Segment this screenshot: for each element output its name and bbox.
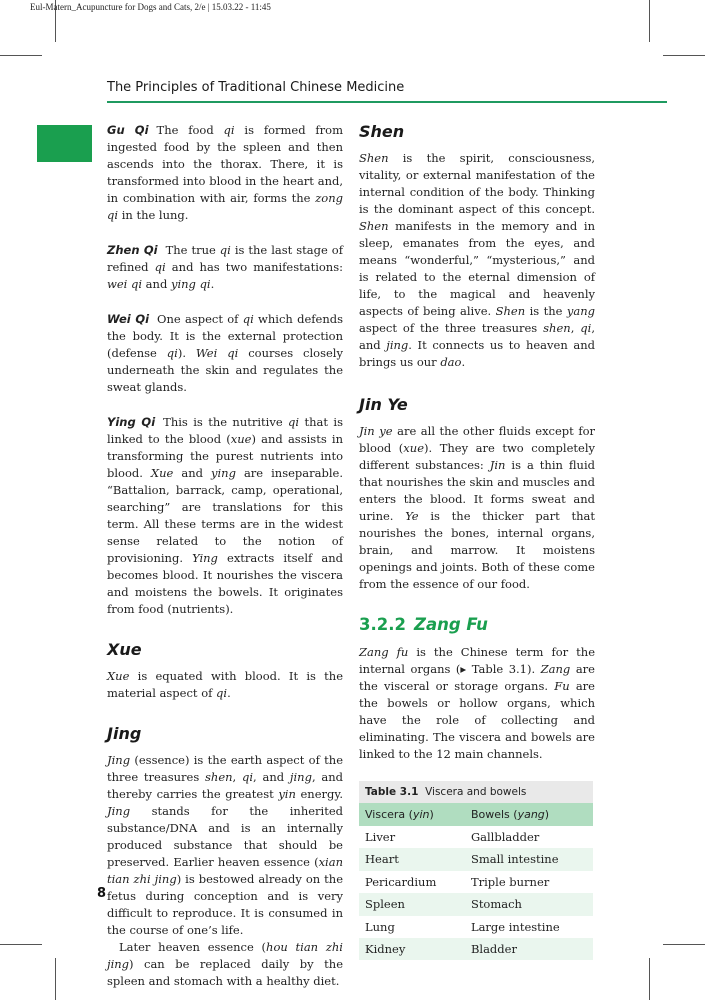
heading-jin-ye: Jin Ye [359,395,408,414]
left-column [107,122,343,990]
jing-paragraph-2: Later heaven essence (hou tian zhi jing) can be replaced daily by the spleen and stomach with a healthy diet. [107,940,343,988]
term-gu-qi: Gu Qi [107,123,149,137]
chapter-tab-marker [37,125,92,162]
crop-mark [55,958,56,1000]
gu-qi-paragraph: Gu Qi The food qi is formed from ingested food by the spleen and then ascends into the thorax. There, it is transformed into blood in the heart and, in combination with air, forms the zong qi in the lung. [107,123,343,222]
shen-paragraph: Shen is the spirit, consciousness, vitality, or external manifestation of the internal condition of the body. Thinking is the dominant aspect of this concept. Shen manifests in the memory and in sleep, emanates from the eyes, and means “wonderful,” “mysterious,” and is related to the eternal dimension of life, to the magical and heavenly aspects of being alive. Shen is the yang aspect of the three treasures shen, qi, and jing. It connects us to heaven and brings us our dao. [359,151,595,369]
jing-paragraph-1: Jing (essence) is the earth aspect of the three treasures shen, qi, and jing, and thereby carries the greatest yin energy. Jing stands for the inherited substance/DNA and is an internally produced substance that should be preserved. Earlier heaven essence (xian tian zhi jing) is bestowed already on the fetus during conception and is very difficult to reproduce. It is consumed in the course of one’s life. [107,753,344,937]
crop-mark [649,0,650,42]
table-caption: Table 3.1 Viscera and bowels [359,781,593,803]
right-column [359,122,595,960]
table-row: Liver Gallbladder [359,826,593,848]
table-row: Spleen Stomach [359,893,593,915]
crop-mark [663,944,705,945]
term-zhen-qi: Zhen Qi [107,243,158,257]
table-row: Kidney Bladder [359,938,593,960]
zang-fu-paragraph: Zang fu is the Chinese term for the internal organs (▸ Table 3.1). Zang are the visceral or storage organs. Fu are the bowels or hollow organs, which have the role of collecting and eliminating. The viscera and bowels are linked to the 12 main channels. [359,645,595,761]
section-heading-zang-fu [359,615,595,635]
crop-mark [0,55,42,56]
jin-ye-paragraph: Jin ye are all the other fluids except for blood (xue). They are two completely different substances: Jin is a thin fluid that nourishes the skin and muscles and enters the blood. It forms sweat and urine. Ye is the thicker part that nourishes the bones, internal organs, brain, and marrow. It moistens openings and joints. Both of these come from the essence of our food. [359,424,596,591]
xue-paragraph: Xue is equated with blood. It is the material aspect of qi. [107,669,343,700]
print-job-info: Eul-Matern_Acupuncture for Dogs and Cats, 2/e | 15.03.22 - 11:45 [30,2,271,12]
table-row: Heart Small intestine [359,848,593,870]
heading-xue: Xue [107,640,142,659]
table-row: Pericardium Triple burner [359,871,593,893]
crop-mark [649,958,650,1000]
crop-mark [663,55,705,56]
table-reference-link[interactable]: ▸ Table 3.1 [460,662,527,676]
column-header-bowels: Bowels (yang) [465,803,593,826]
zhen-qi-paragraph: Zhen Qi The true qi is the last stage of refined qi and has two manifestations: wei qi and ying qi. [107,243,343,291]
heading-shen: Shen [359,122,405,141]
page-number: 8 [97,886,107,901]
ying-qi-paragraph: Ying Qi This is the nutritive qi that is linked to the blood (xue) and assists in transforming the purest nutrients into blood. Xue and ying are inseparable. “Battalion, barrack, camp, operational, searching” are translations for this term. All these terms are in the widest sense related to the notion of provisioning. Ying extracts itself and becomes blood. It nourishes the viscera and moistens the bowels. It originates from food (nutrients). [107,415,344,616]
wei-qi-paragraph: Wei Qi One aspect of qi which defends the body. It is the external protection (defense qi). Wei qi courses closely underneath the skin and regulates the sweat glands. [107,312,343,394]
table-body [359,803,593,960]
section-number: 3.2.2 [359,615,406,634]
column-header-viscera: Viscera (yin) [359,803,465,826]
term-wei-qi: Wei Qi [107,312,150,326]
running-head: The Principles of Traditional Chinese Medicine [107,80,405,95]
table-row: Lung Large intestine [359,916,593,938]
viscera-bowels-table [359,781,593,960]
header-rule [107,101,667,103]
heading-jing: Jing [107,724,142,743]
section-title: Zang Fu [413,615,488,634]
crop-mark [0,944,42,945]
term-ying-qi: Ying Qi [107,415,156,429]
